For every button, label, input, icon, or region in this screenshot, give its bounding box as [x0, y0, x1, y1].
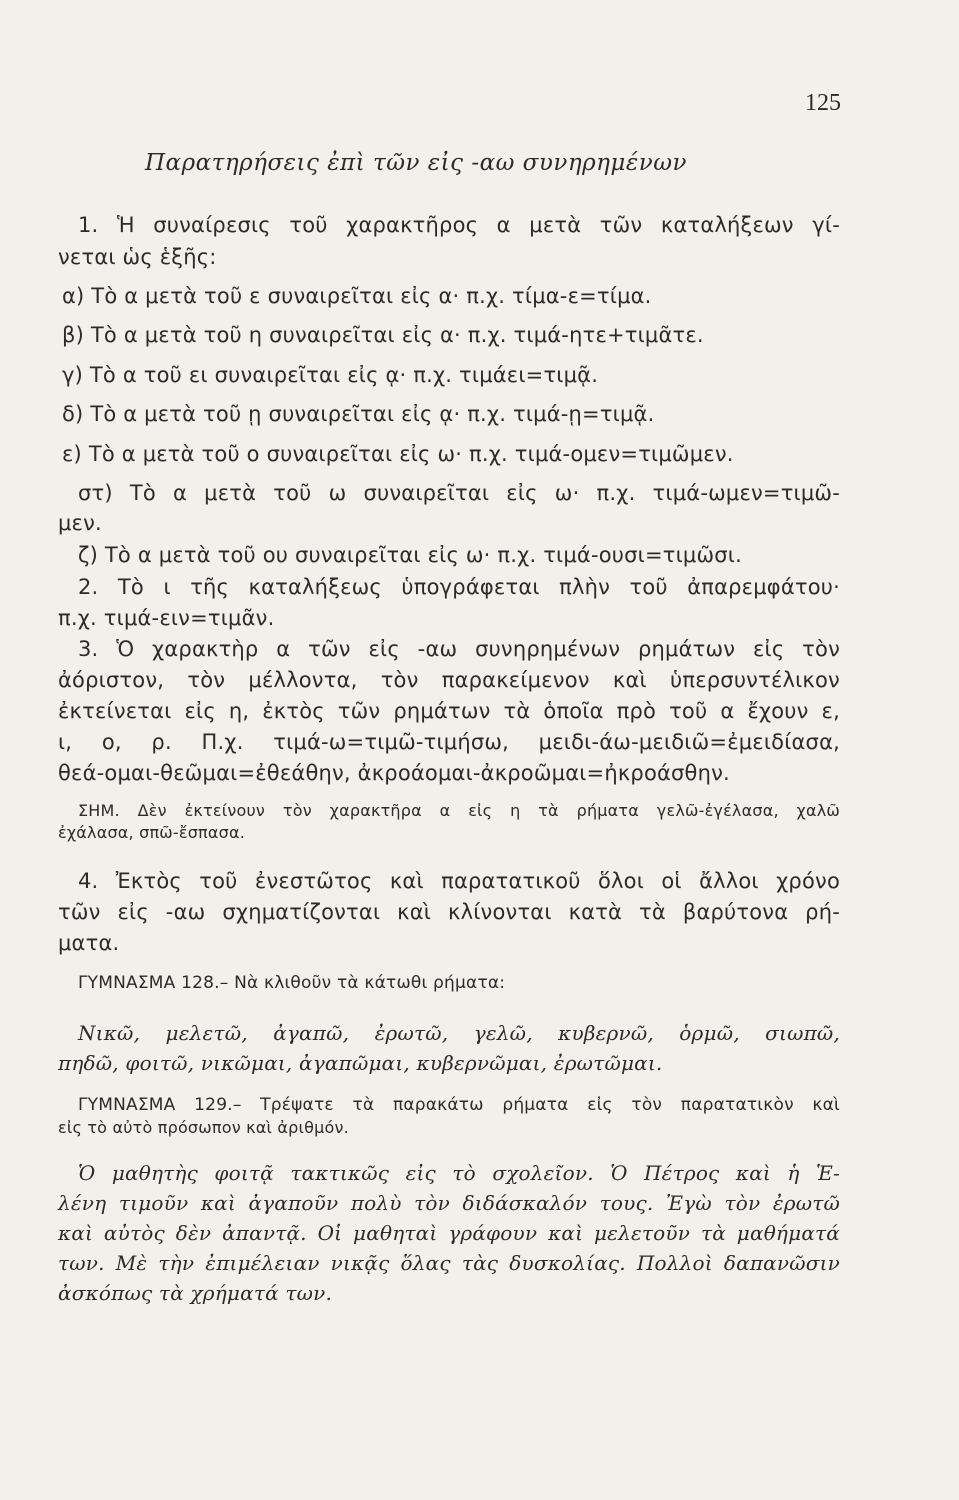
note-line: ΣΗΜ. Δὲν ἐκτείνουν τὸν χαρακτῆρα α εἰς η τὰ ρήματα γελῶ-ἐγέλασα, χαλῶ — [78, 801, 840, 820]
text-line: στ) Τὸ α μετὰ τοῦ ω συναιρεῖται εἰς ω· π.χ. τιμά-ωμεν=τιμῶ- — [78, 481, 840, 505]
exercise-heading: εἰς τὸ αὐτὸ πρόσωπον καὶ ἀριθμόν. — [58, 1118, 349, 1137]
text-line: μεν. — [58, 511, 102, 535]
text-line: α) Τὸ α μετὰ τοῦ ε συναιρεῖται εἰς α· π.χ. τίμα-ε=τίμα. — [62, 284, 652, 308]
text-line: Νικῶ, μελετῶ, ἀγαπῶ, ἐρωτῶ, γελῶ, κυβερνῶ, ὁρμῶ, σιωπῶ, — [78, 1021, 840, 1045]
text-line: ματα. — [58, 931, 120, 955]
text-line: νεται ὡς ἑξῆς: — [58, 245, 217, 269]
text-line: 4. Ἐκτὸς τοῦ ἐνεστῶτος καὶ παρατατικοῦ ὅλοι οἱ ἄλλοι χρόνο — [78, 869, 840, 893]
text-line: ε) Τὸ α μετὰ τοῦ ο συναιρεῖται εἰς ω· π.χ. τιμά-ομεν=τιμῶμεν. — [62, 442, 734, 466]
text-line: π.χ. τιμά-ειν=τιμᾶν. — [58, 606, 275, 630]
text-line: 1. Ἡ συναίρεσις τοῦ χαρακτῆρος α μετὰ τῶν καταλήξεων γί- — [78, 213, 840, 237]
text-line: β) Τὸ α μετὰ τοῦ η συναιρεῖται εἰς α· π.χ. τιμά-ητε+τιμᾶτε. — [62, 323, 704, 347]
text-line: των. Μὲ τὴν ἐπιμέλειαν νικᾷς ὅλας τὰς δυσκολίας. Πολλοὶ δαπανῶσιν — [58, 1251, 840, 1275]
page-number: 125 — [805, 90, 841, 116]
text-line: ζ) Τὸ α μετὰ τοῦ ου συναιρεῖται εἰς ω· π.χ. τιμά-ουσι=τιμῶσι. — [78, 543, 742, 567]
text-line: θεά-ομαι-θεῶμαι=ἐθεάθην, ἀκροάομαι-ἀκροῶμαι=ἠκροάσθην. — [58, 761, 730, 785]
text-line: ι, ο, ρ. Π.χ. τιμά-ω=τιμῶ-τιμήσω, μειδι-άω-μειδιῶ=ἐμειδίασα, — [58, 730, 840, 754]
text-line: δ) Τὸ α μετὰ τοῦ ῃ συναιρεῖται εἰς ᾳ· π.χ. τιμά-ῃ=τιμᾷ. — [62, 402, 655, 426]
text-line: Ὁ μαθητὴς φοιτᾷ τακτικῶς εἰς τὸ σχολεῖον. Ὁ Πέτρος καὶ ἡ Ἑ- — [78, 1161, 840, 1185]
exercise-heading: ΓΥΜΝΑΣΜΑ 129.– Τρέψατε τὰ παρακάτω ρήματα εἰς τὸν παρατατικὸν καὶ — [78, 1095, 840, 1115]
text-line: γ) Τὸ α τοῦ ει συναιρεῖται εἰς ᾳ· π.χ. τιμάει=τιμᾷ. — [62, 363, 599, 387]
note-line: ἐχάλασα, σπῶ-ἔσπασα. — [58, 823, 245, 842]
text-line: ἀόριστον, τὸν μέλλοντα, τὸν παρακείμενον καὶ ὑπερσυντέλικον — [58, 668, 840, 692]
section-title: Παρατηρήσεις ἐπὶ τῶν εἰς -αω συνηρημένων — [145, 150, 687, 176]
text-line: τῶν εἰς -αω σχηματίζονται καὶ κλίνονται κατὰ τὰ βαρύτονα ρή- — [58, 900, 840, 924]
text-line: ἀσκόπως τὰ χρήματά των. — [58, 1281, 333, 1305]
text-line: λένη τιμοῦν καὶ ἀγαποῦν πολὺ τὸν διδάσκαλόν τους. Ἐγὼ τὸν ἐρωτῶ — [58, 1191, 840, 1215]
text-line: καὶ αὐτὸς δὲν ἀπαντᾷ. Οἱ μαθηταὶ γράφουν καὶ μελετοῦν τὰ μαθήματά — [58, 1221, 840, 1245]
text-line: πηδῶ, φοιτῶ, νικῶμαι, ἀγαπῶμαι, κυβερνῶμαι, ἐρωτῶμαι. — [58, 1051, 663, 1075]
text-line: 2. Τὸ ι τῆς καταλήξεως ὑπογράφεται πλὴν τοῦ ἀπαρεμφάτου· — [78, 575, 840, 599]
text-line: 3. Ὁ χαρακτὴρ α τῶν εἰς -αω συνηρημένων ρημάτων εἰς τὸν — [78, 637, 840, 661]
exercise-heading: ΓΥΜΝΑΣΜΑ 128.– Νὰ κλιθοῦν τὰ κάτωθι ρήματα: — [78, 973, 506, 993]
text-line: ἐκτείνεται εἰς η, ἐκτὸς τῶν ρημάτων τὰ ὁποῖα πρὸ τοῦ α ἔχουν ε, — [58, 699, 840, 723]
